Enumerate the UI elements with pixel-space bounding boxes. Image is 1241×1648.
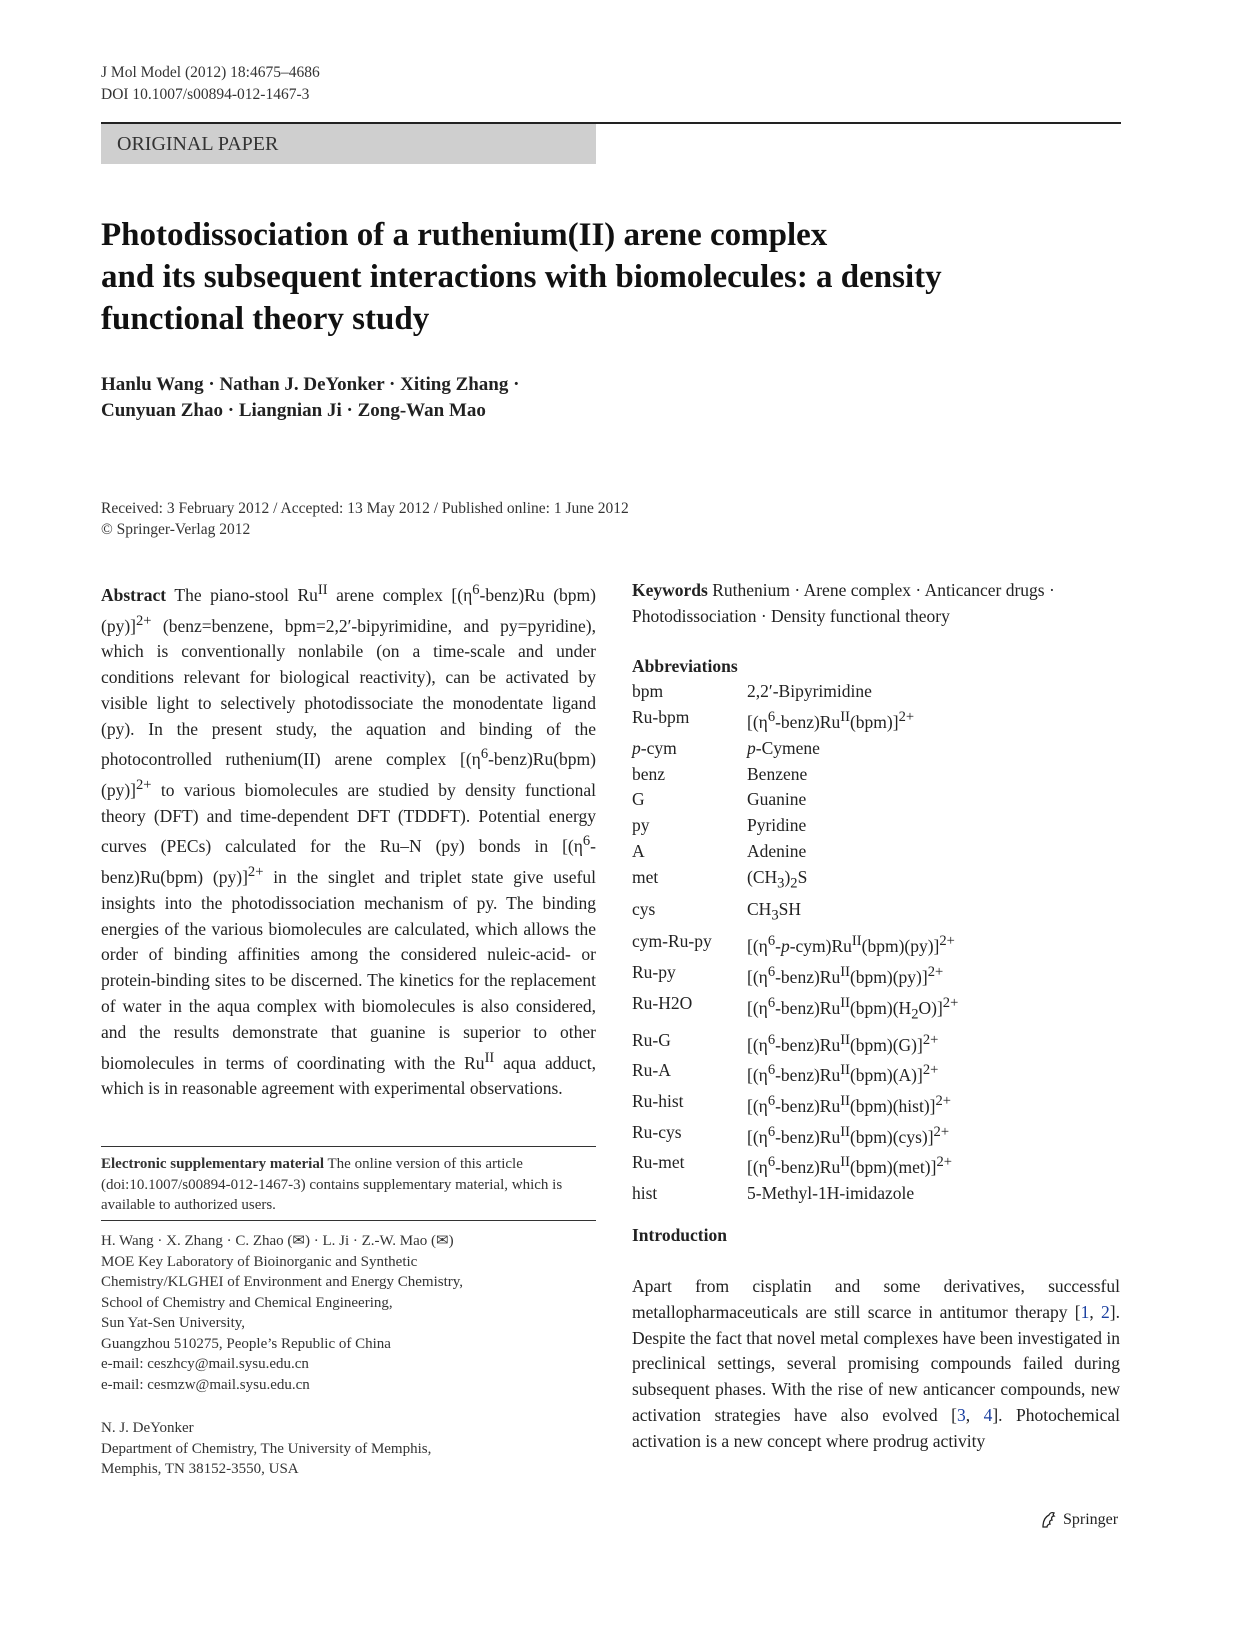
introduction-text bbox=[632, 1274, 1120, 1455]
introduction-heading: Introduction bbox=[632, 1225, 727, 1245]
superscript: 6 bbox=[480, 746, 489, 763]
history-dates: Received: 3 February 2012 / Accepted: 13 May 2012 / Published online: 1 June 2012 bbox=[101, 500, 629, 517]
supplementary-note bbox=[101, 1154, 596, 1216]
abbreviations-table bbox=[632, 679, 958, 1206]
abbreviation-row bbox=[632, 1150, 958, 1181]
abbreviation-definition: Benzene bbox=[747, 763, 808, 784]
intro-text: Apart from cisplatin and some derivatives, successful metallopharmaceuticals are still scarce in antitumor therapy [ bbox=[632, 1276, 1120, 1322]
abbreviation-row bbox=[632, 736, 958, 762]
abbreviation-definition: $[(\eta^6-benz)Ru^{II}(bpm)(A)]^{2+}$ bbox=[747, 1062, 939, 1086]
abbreviation-row bbox=[632, 1089, 958, 1120]
abbreviation-row bbox=[632, 813, 958, 839]
abbreviation-definition: $[(\eta^6-benz)Ru^{II}(bpm)(H_2O)]^{2+}$ bbox=[747, 994, 959, 1022]
abbreviation-row bbox=[632, 705, 958, 736]
abstract-text: (benz=benzene, bpm=2,2′-bipyrimidine, and py=pyridine), which is conventionally nonlabile (on a time-scale and under conditions relevant for biological reactivity), can be activated by visible light to selectively photodissociate the monodentate ligand (py). In the present study, the aquation and binding of the photocontrolled ruthenium(II) arene complex [(η bbox=[101, 615, 596, 770]
superscript: 6 bbox=[582, 833, 591, 850]
abbreviation-definition: $[(\eta^6-benz)Ru^{II}(bpm)(cys)]^{2+}$ bbox=[747, 1123, 950, 1147]
copyright: © Springer-Verlag 2012 bbox=[101, 521, 251, 538]
title-line: functional theory study bbox=[101, 301, 430, 337]
abbreviation-term: Ru-met bbox=[632, 1152, 685, 1173]
abbreviation-row bbox=[632, 787, 958, 813]
abstract-text: in the singlet and triplet state give useful insights into the photodissociation mechanism of py. The binding energies of the various biomolecules are calculated, which allows the order of binding affinities among the considered nuleic-acid- or protein-binding sites to be discerned. The kinetics for the replacement of water in the aqua complex with biomolecules is also considered, and the results demonstrate that guanine is superior to other biomolecules in terms of coordinating with the Ru bbox=[101, 866, 596, 1073]
abbreviation-term: hist bbox=[632, 1182, 658, 1203]
reference-link[interactable]: 3 bbox=[956, 1404, 966, 1425]
abbreviation-term: A bbox=[632, 841, 645, 861]
abbreviation-row bbox=[632, 865, 958, 897]
reference-link[interactable]: 2 bbox=[1101, 1301, 1110, 1322]
affiliation-line: N. J. DeYonker bbox=[101, 1420, 194, 1436]
intro-text: , bbox=[1089, 1301, 1102, 1322]
abstract-text: arene complex [(η bbox=[327, 584, 473, 605]
title-line: and its subsequent interactions with biomolecules: a density bbox=[101, 259, 942, 295]
abbreviation-definition: $[(\eta^6-benz)Ru^{II}(bpm)(G)]^{2+}$ bbox=[747, 1031, 939, 1055]
superscript: 2+ bbox=[135, 612, 152, 629]
abstract-label: Abstract bbox=[101, 584, 167, 605]
abbreviation-row bbox=[632, 960, 958, 991]
abbreviation-row bbox=[632, 1058, 958, 1089]
abstract-text: -benz)Ru(bpm)(py)] bbox=[101, 749, 596, 800]
abbreviation-term: bpm bbox=[632, 681, 664, 702]
abbreviations-title: Abbreviations bbox=[632, 655, 738, 676]
affiliation-line: School of Chemistry and Chemical Engineering, bbox=[101, 1294, 393, 1311]
esm-bottom-rule bbox=[101, 1220, 596, 1221]
abbreviation-definition: $[(\eta^6-benz)Ru^{II}(bpm)]^{2+}$ bbox=[747, 709, 915, 733]
abbreviation-definition: $[(\eta^6-benz)Ru^{II}(bpm)(py)]^{2+}$ bbox=[747, 964, 944, 987]
intro-text: , bbox=[965, 1404, 984, 1425]
keywords-and-abbreviations bbox=[632, 578, 1120, 1207]
abbreviation-definition: $(CH_3)_2S$ bbox=[747, 866, 808, 892]
affiliation-line: MOE Key Laboratory of Bioinorganic and Synthetic bbox=[101, 1253, 418, 1270]
intro-text: ]. Despite the fact that novel metal complexes have been investigated in preclinical settings, several promising compounds failed during subsequent phases. With the rise of new anticancer compounds, new activation strategies have also evolved [ bbox=[632, 1301, 1120, 1425]
doi: DOI 10.1007/s00894-012-1467-3 bbox=[101, 86, 310, 103]
publisher-name: Springer bbox=[1063, 1511, 1119, 1528]
superscript: 6 bbox=[472, 582, 480, 598]
abbreviation-definition: 2,2′-Bipyrimidine bbox=[747, 681, 872, 702]
affiliation-line: Department of Chemistry, The University of Memphis, bbox=[101, 1440, 432, 1457]
abstract-text: aqua adduct, which is in reasonable agreement with experimental observations. bbox=[101, 1052, 596, 1099]
affiliation-line: Sun Yat-Sen University, bbox=[101, 1315, 246, 1331]
abbreviation-term: Ru-bpm bbox=[632, 707, 690, 728]
affiliation-2 bbox=[101, 1418, 596, 1480]
abbreviation-row bbox=[632, 1181, 958, 1207]
abbreviation-term: p-cym bbox=[632, 737, 677, 758]
abbreviation-row bbox=[632, 1028, 958, 1059]
publisher-logo bbox=[1039, 1510, 1118, 1530]
abbreviation-term: Ru-A bbox=[632, 1060, 671, 1081]
abbreviation-row bbox=[632, 929, 958, 960]
abbreviation-row bbox=[632, 679, 958, 705]
abbreviation-definition: Adenine bbox=[747, 841, 807, 861]
abbreviation-term: Ru-cys bbox=[632, 1121, 682, 1142]
springer-horse-icon bbox=[1039, 1510, 1059, 1530]
abbreviation-definition: $[(\eta^6-benz)Ru^{II}(bpm)(met)]^{2+}$ bbox=[747, 1154, 952, 1178]
affiliation-line: Memphis, TN 38152-3550, USA bbox=[101, 1461, 299, 1477]
affiliation-line: Guangzhou 510275, People’s Republic of China bbox=[101, 1335, 391, 1352]
authors-line: Cunyuan Zhao · Liangnian Ji · Zong-Wan Mao bbox=[101, 400, 486, 421]
abbreviation-term: Ru-py bbox=[632, 962, 676, 983]
abstract-text: -benz)Ru (bpm)(py)] bbox=[101, 584, 596, 636]
abbreviation-row bbox=[632, 762, 958, 788]
abbreviation-term: cym-Ru-py bbox=[632, 931, 712, 952]
esm-top-rule bbox=[101, 1146, 596, 1147]
email-line[interactable]: e-mail: cesmzw@mail.sysu.edu.cn bbox=[101, 1376, 310, 1393]
affiliation-line: H. Wang · X. Zhang · C. Zhao (✉) · L. Ji · Z.-W. Mao (✉) bbox=[101, 1233, 454, 1249]
title-line: Photodissociation of a ruthenium(II) arene complex bbox=[101, 217, 828, 253]
author-list bbox=[101, 372, 519, 424]
abbreviation-term: Ru-H2O bbox=[632, 992, 693, 1013]
journal-citation: J Mol Model (2012) 18:4675–4686 bbox=[101, 64, 320, 81]
abbreviation-row bbox=[632, 839, 958, 865]
keywords-label: Keywords bbox=[632, 580, 708, 600]
abbreviation-term: met bbox=[632, 866, 659, 887]
paper-title bbox=[101, 214, 1101, 340]
section-label: ORIGINAL PAPER bbox=[101, 124, 596, 164]
reference-link[interactable]: 1 bbox=[1080, 1301, 1090, 1322]
superscript: 2+ bbox=[135, 777, 152, 794]
abbreviation-definition: $CH_3SH$ bbox=[747, 899, 801, 924]
abstract bbox=[101, 578, 596, 1102]
publication-dates bbox=[101, 498, 629, 540]
affiliation-1 bbox=[101, 1231, 596, 1395]
intro-text: ]. Photochemical activation is a new concept where prodrug activity bbox=[632, 1404, 1120, 1451]
email-line[interactable]: e-mail: ceszhcy@mail.sysu.edu.cn bbox=[101, 1356, 309, 1372]
journal-header bbox=[101, 62, 320, 106]
abbreviation-term: G bbox=[632, 789, 645, 810]
abbreviation-term: benz bbox=[632, 763, 666, 784]
superscript: II bbox=[484, 1049, 495, 1066]
reference-link[interactable]: 4 bbox=[983, 1404, 993, 1425]
affiliation-line: Chemistry/KLGHEI of Environment and Energy Chemistry, bbox=[101, 1274, 464, 1290]
authors-line: Hanlu Wang · Nathan J. DeYonker · Xiting Zhang · bbox=[101, 374, 520, 395]
esm-text: The online version of this article (doi:10.1007/s00894-012-1467-3) contains supplementary material, which is available to authorized users. bbox=[101, 1156, 563, 1213]
abstract-text: to various biomolecules are studied by density functional theory (DFT) and time-dependent DFT (TDDFT). Potential energy curves (PECs) calculated for the Ru–N (py) bonds in [(η bbox=[101, 779, 596, 857]
keywords bbox=[632, 578, 1120, 630]
abbreviation-term: Ru-hist bbox=[632, 1091, 684, 1112]
esm-label: Electronic supplementary material bbox=[101, 1156, 325, 1172]
abstract-text: -benz)Ru(bpm) (py)] bbox=[101, 836, 596, 887]
abbreviation-definition: $[(\eta^6-benz)Ru^{II}(bpm)(hist)]^{2+}$ bbox=[747, 1093, 952, 1116]
keywords-text: Ruthenium · Arene complex · Anticancer drugs · Photodissociation · Density functional theory bbox=[632, 580, 1055, 626]
abbreviation-row bbox=[632, 1120, 958, 1151]
abbreviation-term: Ru-G bbox=[632, 1029, 671, 1050]
abbreviation-definition: Pyridine bbox=[747, 815, 807, 836]
abbreviation-term: cys bbox=[632, 899, 656, 920]
abbreviation-term: py bbox=[632, 815, 650, 836]
abbreviation-definition: p-Cymene bbox=[747, 737, 820, 758]
superscript: 2+ bbox=[247, 864, 264, 881]
abbreviation-definition: 5-Methyl-1H-imidazole bbox=[747, 1182, 915, 1203]
abbreviation-definition: $[(\eta^6-p-cym)Ru^{II}(bpm)(py)]^{2+}$ bbox=[747, 933, 955, 957]
abbreviation-definition: Guanine bbox=[747, 789, 807, 810]
abbreviation-row bbox=[632, 897, 958, 929]
superscript: II bbox=[317, 582, 328, 598]
abstract-text: The piano-stool Ru bbox=[166, 584, 318, 605]
abbreviation-row bbox=[632, 991, 958, 1028]
